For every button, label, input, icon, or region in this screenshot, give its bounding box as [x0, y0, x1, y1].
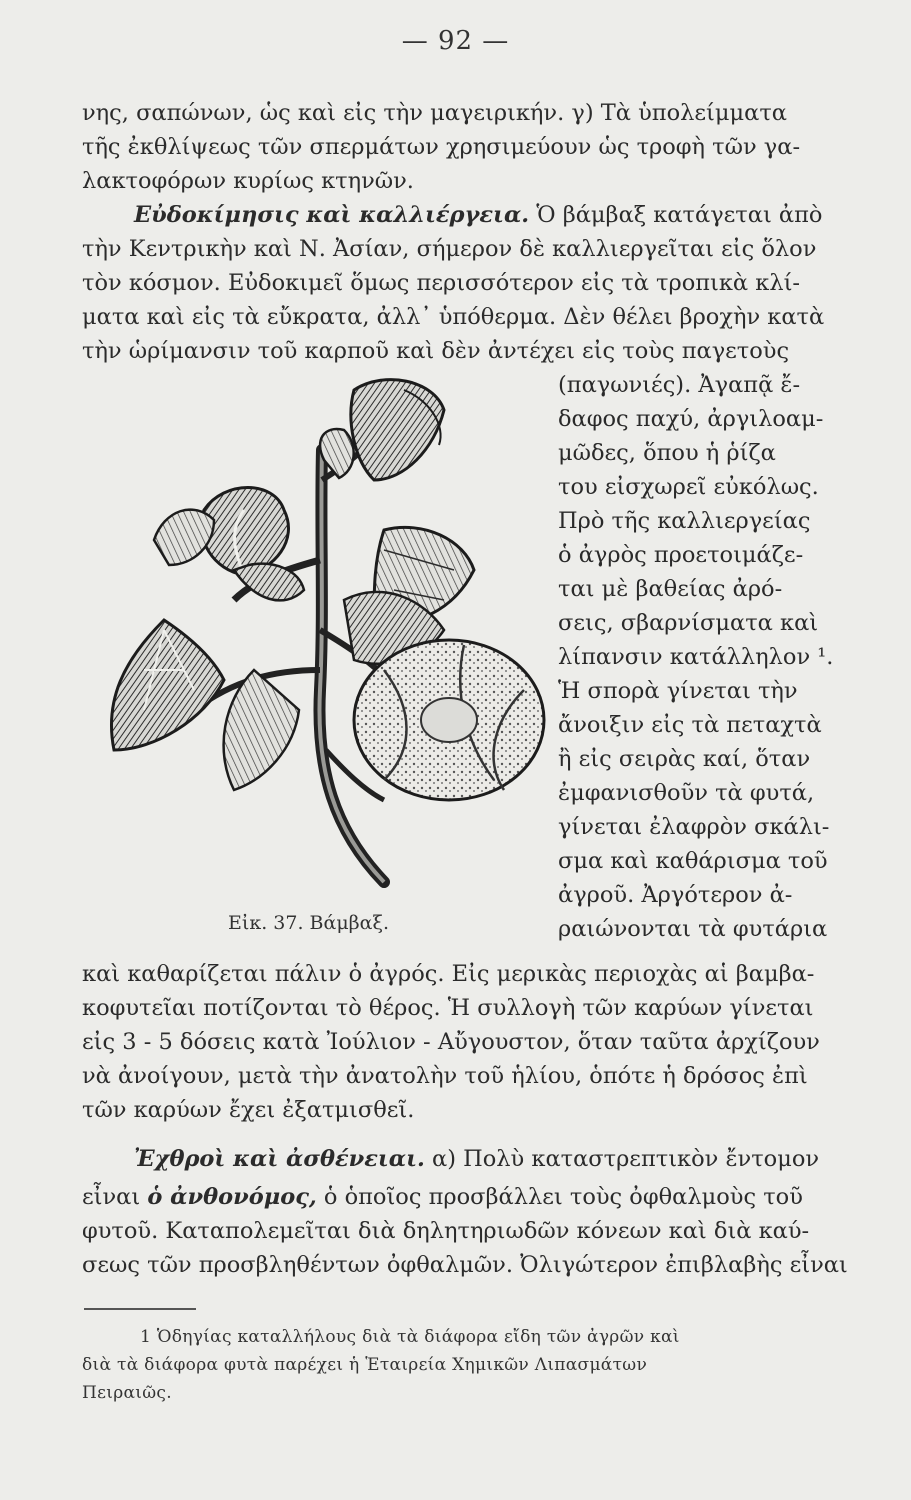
text-line: νης, σαπώνων, ὡς καὶ εἰς τὴν μαγειρικήν. γ) Τὰ ὑπολείμματα [82, 100, 787, 126]
text-line: λακτοφόρων κυρίως κτηνῶν. [82, 168, 414, 194]
section-heading: Ἐχθροὶ καὶ ἀσθένειαι. [134, 1146, 425, 1172]
text-fragment: α) Πολὺ καταστρεπτικὸν ἔντομον [424, 1146, 820, 1172]
figure-caption: Εἰκ. 37. Βάμβαξ. [228, 912, 389, 934]
text-line: τὴν ὡρίμανσιν τοῦ καρποῦ καὶ δὲν ἀντέχει εἰς τοὺς παγετοὺς [82, 338, 790, 364]
section-heading: Εὐδοκίμησις καὶ καλλιέργεια. [134, 202, 530, 228]
column-line: Πρὸ τῆς καλλιεργείας [558, 508, 811, 534]
text-line: κοφυτεῖαι ποτίζονται τὸ θέρος. Ἡ συλλογὴ τῶν καρύων γίνεται [82, 995, 814, 1021]
text-line: φυτοῦ. Καταπολεμεῖται διὰ δηλητηριωδῶν κόνεων καὶ διὰ καύ- [82, 1218, 810, 1244]
text-fragment: εἶναι [82, 1184, 148, 1210]
footnote-line: διὰ τὰ διάφορα φυτὰ παρέχει ἡ Ἑταιρεία Χημικῶν Λιπασμάτων [82, 1355, 648, 1375]
column-line: ἀγροῦ. Ἀργότερον ἀ- [558, 882, 793, 908]
column-line: ὁ ἀγρὸς προετοιμάζε- [558, 542, 804, 568]
footnote-rule [84, 1308, 196, 1310]
page-number: — 92 — [401, 26, 510, 56]
text-line: σεως τῶν προσβληθέντων ὀφθαλμῶν. Ὀλιγώτερον ἐπιβλαβὴς εἶναι [82, 1252, 848, 1278]
cotton-plant-illustration [84, 370, 546, 910]
column-line: σεις, σβαρνίσματα καὶ [558, 610, 819, 636]
column-line: δαφος παχύ, ἀργιλοαμ- [558, 406, 824, 432]
column-line: ται μὲ βαθείας ἀρό- [558, 576, 783, 602]
text-line [82, 1180, 803, 1214]
text-line: καὶ καθαρίζεται πάλιν ὁ ἀγρός. Εἰς μερικὰς περιοχὰς αἱ βαμβα- [82, 961, 815, 987]
column-line: ραιώνονται τὰ φυτάρια [558, 916, 828, 942]
text-fragment: Ὁ βάμβαξ κατάγεται ἀπὸ [529, 202, 823, 228]
column-line: του εἰσχωρεῖ εὐκόλως. [558, 474, 819, 500]
column-line: μῶδες, ὅπου ἡ ῥίζα [558, 440, 776, 466]
text-line: τῆς ἐκθλίψεως τῶν σπερμάτων χρησιμεύουν ὡς τροφὴ τῶν γα- [82, 134, 801, 160]
section-heading-line [134, 198, 822, 232]
footnote-line: Πειραιῶς. [82, 1383, 172, 1403]
text-fragment: ὁ ὁποῖος προσβάλλει τοὺς ὀφθαλμοὺς τοῦ [316, 1184, 803, 1210]
column-line: λίπανσιν κατάλληλον ¹. [558, 644, 834, 670]
column-line: Ἡ σπορὰ γίνεται τὴν [558, 678, 798, 704]
footnote-line: 1 Ὁδηγίας καταλλήλους διὰ τὰ διάφορα εἴδη τῶν ἀγρῶν καὶ [140, 1327, 680, 1347]
column-line: γίνεται ἐλαφρὸν σκάλι- [558, 814, 830, 840]
text-line: εἰς 3 - 5 δόσεις κατὰ Ἰούλιον - Αὔγουστον, ὅταν ταῦτα ἀρχίζουν [82, 1029, 820, 1055]
text-line: τὴν Κεντρικὴν καὶ Ν. Ἀσίαν, σήμερον δὲ καλλιεργεῖται εἰς ὅλον [82, 236, 817, 262]
text-line: τὸν κόσμον. Εὐδοκιμεῖ ὅμως περισσότερον εἰς τὰ τροπικὰ κλί- [82, 270, 801, 296]
text-line: ματα καὶ εἰς τὰ εὔκρατα, ἀλλ᾽ ὑπόθερμα. Δὲν θέλει βροχὴν κατὰ [82, 304, 825, 330]
section-heading-line [134, 1142, 819, 1176]
column-line: σμα καὶ καθάρισμα τοῦ [558, 848, 828, 874]
column-line: ἐμφανισθοῦν τὰ φυτά, [558, 780, 815, 806]
text-line: νὰ ἀνοίγουν, μετὰ τὴν ἀνατολὴν τοῦ ἡλίου, ὁπότε ἡ δρόσος ἐπὶ [82, 1063, 808, 1089]
column-line: ἄνοιξιν εἰς τὰ πεταχτὰ [558, 712, 822, 738]
column-line: ἢ εἰς σειρὰς καί, ὅταν [558, 746, 811, 772]
text-line: τῶν καρύων ἔχει ἐξατμισθεῖ. [82, 1097, 415, 1123]
column-line: (παγωνιές). Ἀγαπᾷ ἔ- [558, 372, 801, 398]
term-emphasis: ὁ ἀνθονόμος, [147, 1184, 317, 1210]
